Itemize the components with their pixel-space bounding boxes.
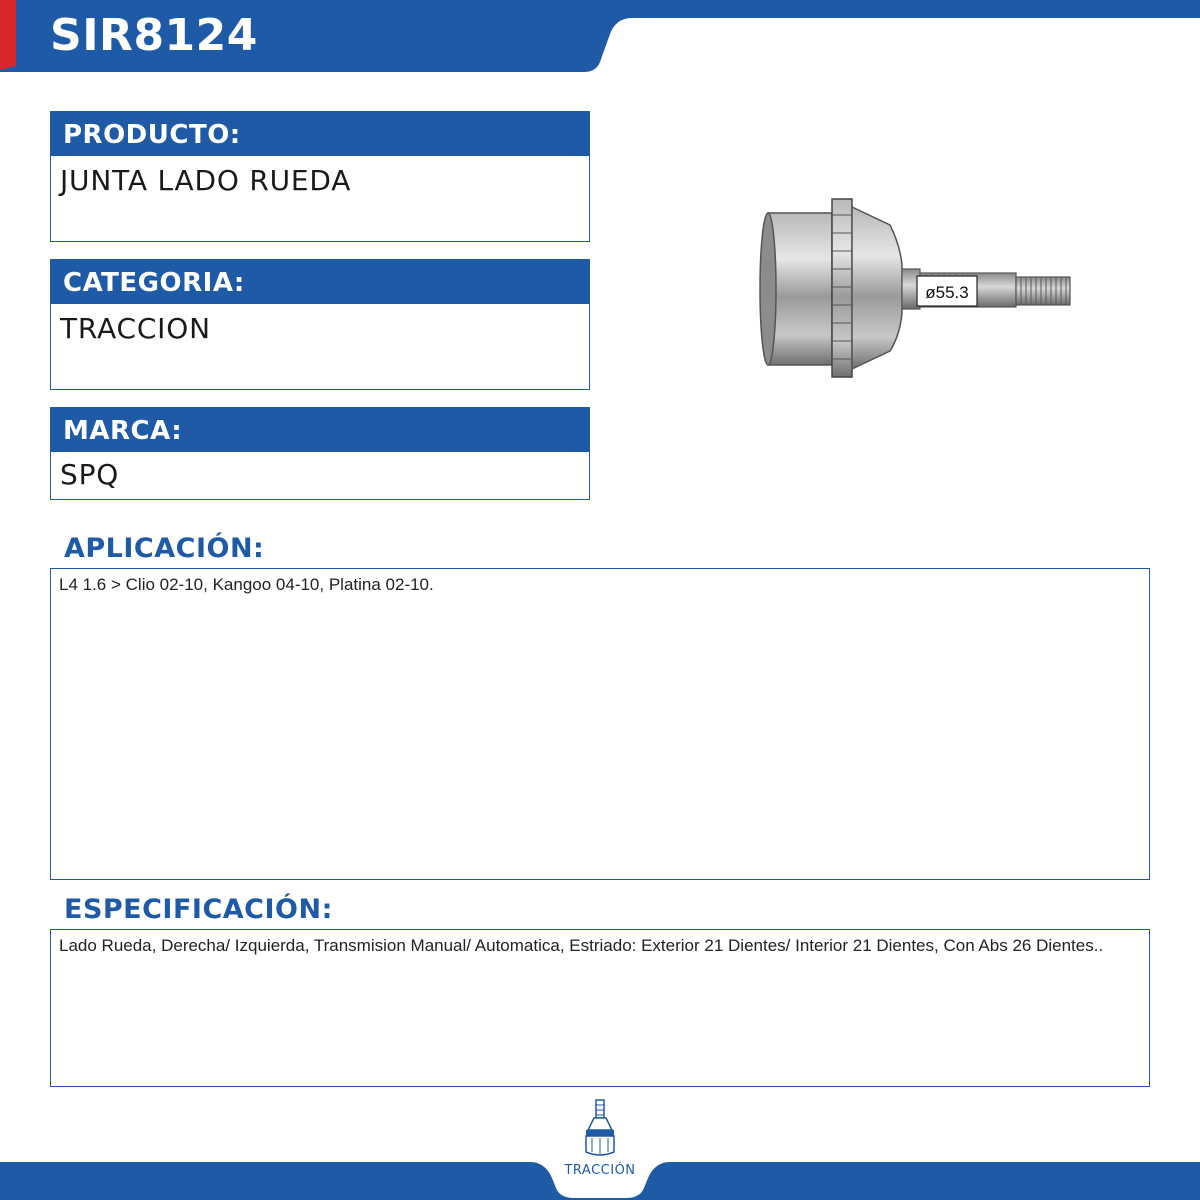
page-title: SIR8124 [50, 10, 258, 61]
especificacion-text: Lado Rueda, Derecha/ Izquierda, Transmision Manual/ Automatica, Estriado: Exterior 21 Dientes/ Interior 21 Dientes, Con Abs 26 Dientes.. [59, 936, 1104, 955]
aplicacion-title: APLICACIÓN: [64, 533, 265, 564]
footer-label: TRACCIÓN [564, 1163, 636, 1178]
traccion-icon [580, 1098, 620, 1158]
categoria-label: CATEGORIA: [51, 260, 589, 304]
marca-label: MARCA: [51, 408, 589, 452]
product-image [750, 185, 1090, 385]
especificacion-title: ESPECIFICACIÓN: [64, 894, 333, 925]
categoria-field [50, 259, 590, 390]
aplicacion-panel [50, 568, 1150, 880]
producto-label: PRODUCTO: [51, 112, 589, 156]
marca-value: SPQ [60, 458, 120, 491]
categoria-value: TRACCION [60, 312, 211, 345]
marca-field [50, 407, 590, 500]
producto-value: JUNTA LADO RUEDA [60, 164, 352, 197]
dimension-label: ø55.3 [925, 283, 969, 302]
producto-field [50, 111, 590, 242]
aplicacion-text: L4 1.6 > Clio 02-10, Kangoo 04-10, Platina 02-10. [59, 575, 434, 594]
especificacion-panel [50, 929, 1150, 1087]
